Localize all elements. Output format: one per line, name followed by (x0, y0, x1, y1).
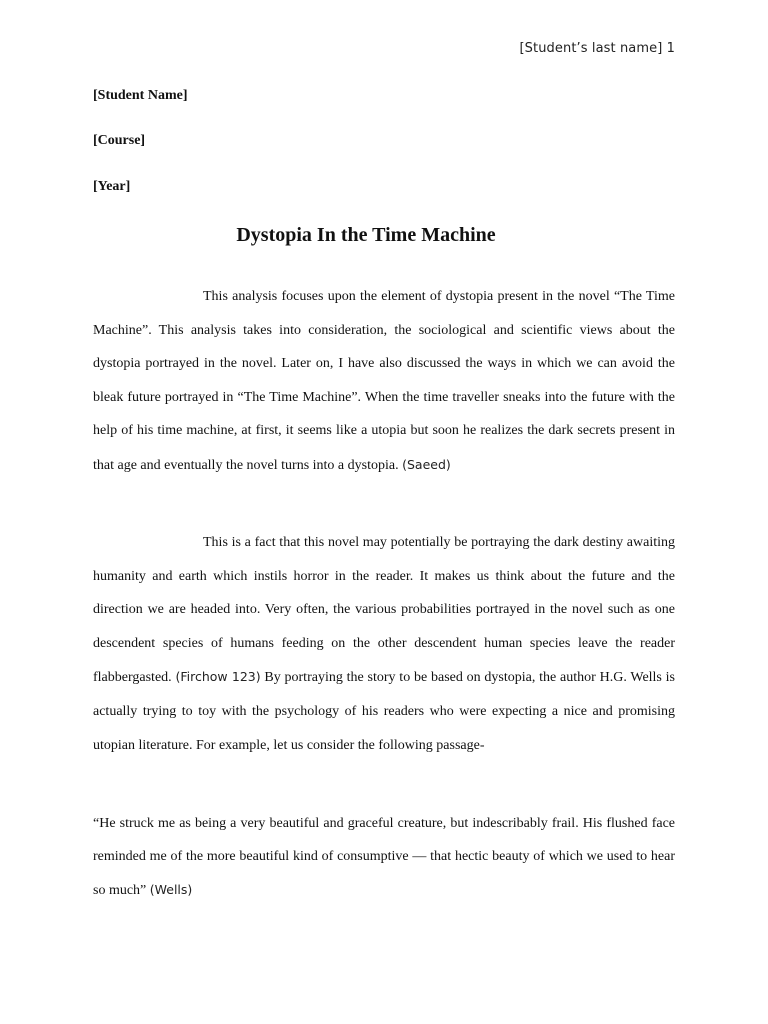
year: [Year] (93, 179, 131, 194)
block-quote (93, 807, 675, 907)
student-name: [Student Name] (93, 88, 188, 103)
citation-saeed: (Saeed) (402, 456, 451, 472)
citation-wells: (Wells) (149, 882, 193, 897)
document-title: Dystopia In the Time Machine (236, 224, 496, 246)
running-header: [Student’s last name] 1 (519, 41, 675, 56)
paragraph-analysis-text-a: This is a fact that this novel may potentially be portraying the dark destiny awaiting humanity and earth which instils horror in the reader. It makes us think about the future and the direction we are headed into. Very often, the various probabilities portrayed in the novel such as one descendent species of humans feeding on the other descendent human species leave the reader flabbergasted. (93, 535, 675, 686)
paragraph-analysis-text-b: By portraying the story to be based on dystopia, the author H.G. Wells is actually trying to toy with the psychology of his readers who were expecting a nice and promising utopian literature. For example, let us consider the following passage- (93, 670, 676, 753)
paragraph-intro (93, 280, 675, 483)
paragraph-analysis (93, 526, 675, 762)
block-quote-text: “He struck me as being a very beautiful and graceful creature, but indescribably frail. His flushed face reminded me of the more beautiful kind of consumptive — that hectic beauty of which we used to hear so much” (93, 816, 675, 898)
paragraph-intro-text: This analysis focuses upon the element of dystopia present in the novel “The Time Machine”. This analysis takes into consideration, the sociological and scientific views about the dystopia portrayed in the novel. Later on, I have also discussed the ways in which we can avoid the bleak future portrayed in “The Time Machine”. When the time traveller sneaks into the future with the help of his time machine, at first, it seems like a utopia but soon he realizes the dark secrets present in that age and eventually the novel turns into a dystopia. (93, 289, 675, 473)
course-name: [Course] (93, 133, 146, 148)
citation-firchow: (Firchow 123) (175, 669, 261, 685)
